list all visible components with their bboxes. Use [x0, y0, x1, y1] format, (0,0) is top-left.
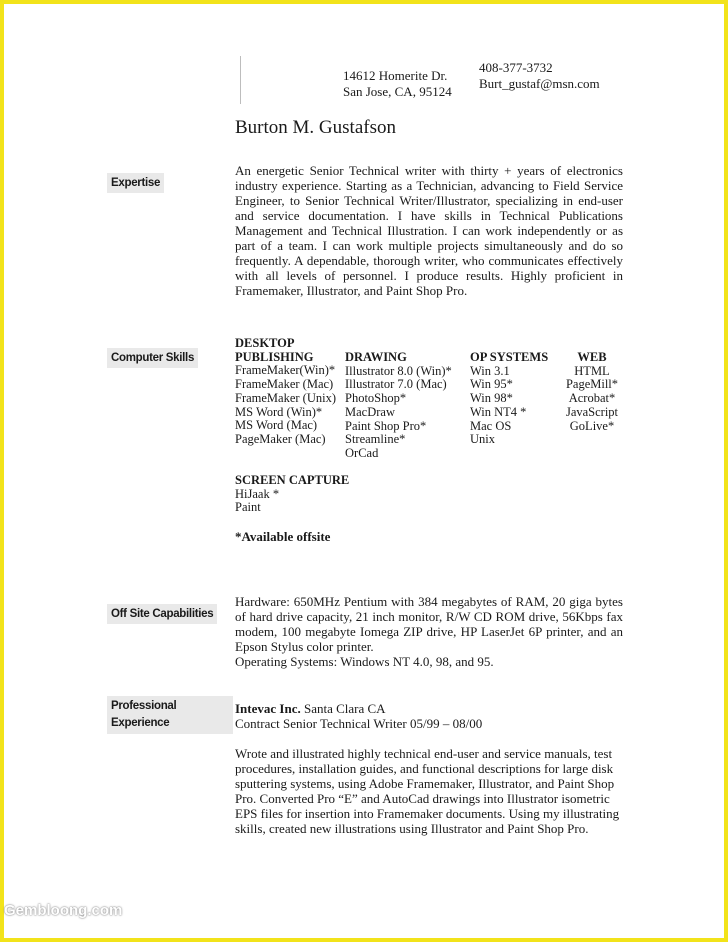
watermark-text: Gembloong.com [4, 902, 123, 919]
skill-item: FrameMaker (Unix) [235, 390, 337, 405]
skill-item: PageMill* [565, 377, 619, 392]
professional-experience-label [107, 696, 233, 734]
column-heading: WEB [577, 350, 607, 364]
resume-page [4, 4, 724, 938]
computer-skills-label: Computer Skills [107, 348, 198, 368]
skill-item: PhotoShop* [345, 391, 407, 406]
skill-item: Illustrator 8.0 (Win)* [345, 363, 452, 378]
hardware-text: Hardware: 650MHz Pentium with 384 megabytes of RAM, 20 giga bytes of hard drive capacity, 21 inch monitor, R/W CD ROM drive, 56Kbps fax modem, 100 megabyte Iomega ZIP drive, HP LaserJet 6P printer, and an Epson Stylus color printer. [235, 594, 623, 654]
skill-item: Win NT4 * [470, 404, 527, 419]
skills-column-drawing [345, 351, 452, 461]
skill-item: OrCad [345, 445, 379, 460]
skill-item: MS Word (Mac) [235, 418, 318, 433]
column-heading: PUBLISHING [235, 349, 314, 364]
skill-item: Win 95* [470, 377, 513, 392]
skills-column-op-systems [470, 351, 548, 447]
skill-item: GoLive* [569, 418, 615, 433]
screen-capture-block [235, 474, 349, 515]
employer-line [235, 701, 623, 716]
expertise-text: An energetic Senior Technical writer with thirty + years of electronics industry experience. Starting as a Technician, advancing to Field Service Engineer, to Senior Technical Writer/Illustrator, specializing in end-user and service documentation. I have skills in Technical Publications Management and Technical Illustration. I can work independently or as part of a team. I can work multiple projects simultaneously and do so frequently. A dependable, thorough writer, who communicates effectively with all levels of personnel. I produce results. Highly proficient in Framemaker, Illustrator, and Paint Shop Pro. [235, 163, 623, 298]
phone-number: 408-377-3732 [479, 60, 553, 75]
skill-item: Acrobat* [568, 391, 616, 406]
address-line-2: San Jose, CA, 95124 [343, 84, 452, 99]
skill-item: Win 98* [470, 391, 513, 406]
skill-item: Illustrator 7.0 (Mac) [345, 377, 447, 392]
skill-item: FrameMaker (Mac) [235, 377, 334, 392]
offsite-note: *Available offsite [235, 529, 331, 544]
skill-item: Paint Shop Pro* [345, 418, 427, 433]
label-line: Experience [111, 717, 170, 729]
skill-item: Unix [470, 432, 495, 447]
skill-item: HTML [574, 363, 610, 378]
skills-column-web [560, 351, 624, 433]
skill-item: Streamline* [345, 432, 406, 447]
skill-item: MS Word (Win)* [235, 404, 323, 419]
column-heading: OP SYSTEMS [470, 350, 549, 364]
applicant-name: Burton M. Gustafson [235, 117, 396, 138]
operating-systems-text: Operating Systems: Windows NT 4.0, 98, and 95. [235, 654, 494, 669]
address-block [343, 68, 452, 100]
address-line-1: 14612 Homerite Dr. [343, 68, 448, 83]
company-name: Intevac Inc. [235, 701, 301, 716]
expertise-label: Expertise [107, 173, 164, 193]
skill-item: HiJaak * [235, 486, 280, 501]
column-heading: DRAWING [345, 350, 407, 364]
skill-item: JavaScript [565, 404, 619, 419]
company-location: Santa Clara CA [300, 701, 386, 716]
column-heading: DESKTOP [235, 336, 295, 350]
job-role: Contract Senior Technical Writer 05/99 – 08/00 [235, 716, 483, 731]
skill-item: Win 3.1 [470, 363, 510, 378]
job-description: Wrote and illustrated highly technical end-user and service manuals, test procedures, installation guides, and functional descriptions for large disk sputtering systems, using Adobe Framemaker, Illustrator, and Paint Shop Pro. Converted Pro “E” and AutoCad drawings into Illustrator isometric EPS files for insertion into Framemaker documents. Using my illustrating skills, created new illustrations using Illustrator and Paint Shop Pro. [235, 746, 620, 836]
offsite-capabilities-label: Off Site Capabilities [107, 604, 217, 624]
contact-block [479, 60, 600, 92]
skill-item: Mac OS [470, 418, 512, 433]
skill-item: MacDraw [345, 404, 395, 419]
skill-item: Paint [235, 500, 261, 515]
skill-item: PageMaker (Mac) [235, 431, 326, 446]
skills-column-desktop-publishing [235, 337, 336, 447]
email-address: Burt_gustaf@msn.com [479, 76, 600, 91]
label-line: Professional [111, 700, 177, 712]
header-divider [240, 56, 241, 104]
skill-item: FrameMaker(Win)* [235, 363, 336, 378]
screen-capture-heading: SCREEN CAPTURE [235, 473, 350, 487]
